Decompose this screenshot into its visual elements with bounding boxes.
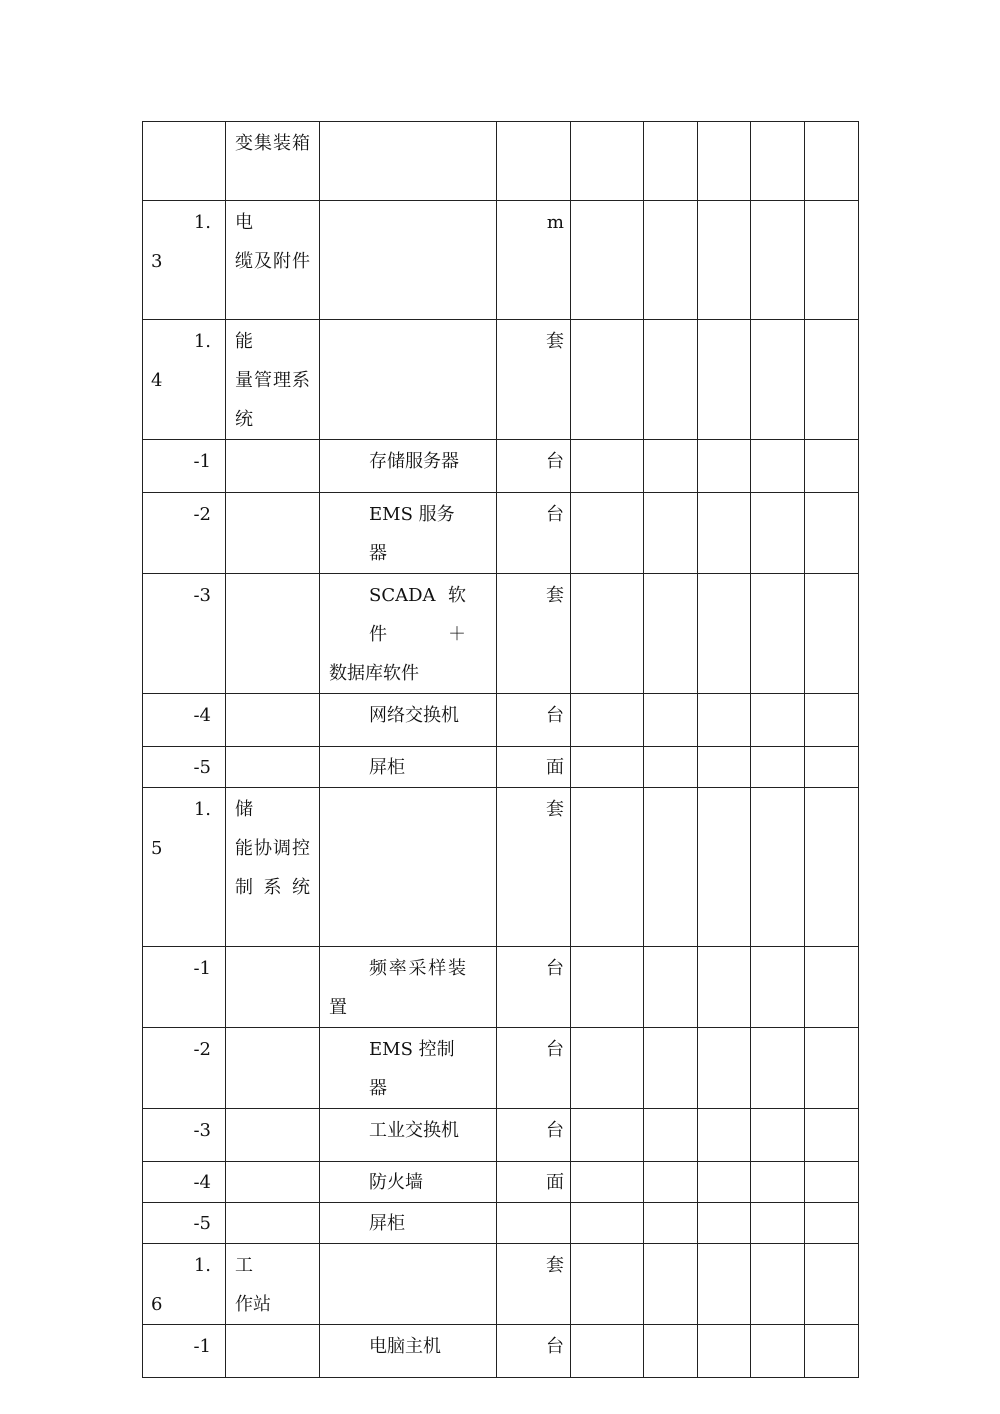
item-name-rest: 能协调控制系统 [235,838,310,898]
empty-cell [698,1028,751,1109]
empty-cell [571,947,644,1028]
empty-cell [644,747,698,788]
spec-text-line2: 置 [329,997,347,1018]
item-number-cell [143,1325,226,1378]
spec-cell [320,1162,497,1203]
item-number-cell [143,1028,226,1109]
spec-cell [320,201,497,320]
empty-cell [698,1203,751,1244]
item-number-cell [143,788,226,947]
item-name-cell [226,320,320,440]
table-row [143,440,859,493]
table-row [143,574,859,694]
empty-cell [571,694,644,747]
empty-cell [644,201,698,320]
table-body [143,122,859,1378]
empty-cell [805,788,859,947]
item-name-cell [226,440,320,493]
item-number-prefix: 1. [193,331,211,352]
empty-cell [805,694,859,747]
spec-text: 电脑主机 [369,1336,441,1357]
empty-cell [805,440,859,493]
table-row [143,947,859,1028]
empty-cell [644,574,698,694]
item-number-prefix: 1. [193,212,211,233]
empty-cell [751,1325,805,1378]
empty-cell [571,747,644,788]
empty-cell [751,574,805,694]
empty-cell [698,574,751,694]
empty-cell [751,788,805,947]
spec-text-line1: 频率采样装 [369,958,466,979]
empty-cell [805,320,859,440]
spec-text: 屏柜 [369,1213,405,1234]
item-number-suffix: 3 [151,251,163,272]
empty-cell [698,1162,751,1203]
empty-cell [644,320,698,440]
spec-text-line2: 数据库软件 [329,663,419,684]
table-row [143,1244,859,1325]
empty-cell [571,1203,644,1244]
unit-cell [497,122,571,201]
spec-cell [320,440,497,493]
spec-text: 防火墙 [369,1172,423,1193]
empty-cell [751,1109,805,1162]
table-row [143,1325,859,1378]
empty-cell [751,122,805,201]
empty-cell [751,493,805,574]
unit-cell: 台 [497,1325,571,1378]
item-name-cell [226,1325,320,1378]
table-row [143,493,859,574]
unit-cell: 台 [497,1028,571,1109]
sub-item-number: -1 [193,451,211,472]
item-name-rest: 量管理系统 [235,370,310,430]
spec-cell [320,1028,497,1109]
spec-cell [320,1325,497,1378]
empty-cell [805,1109,859,1162]
table-row [143,788,859,947]
empty-cell [698,1325,751,1378]
item-name-cell [226,694,320,747]
empty-cell [571,1162,644,1203]
unit-cell: 台 [497,1109,571,1162]
empty-cell [751,201,805,320]
item-number-suffix: 5 [151,838,163,859]
spec-cell [320,747,497,788]
table-row [143,1028,859,1109]
item-name-cell [226,947,320,1028]
spec-cell [320,320,497,440]
item-number-cell [143,1244,226,1325]
empty-cell [805,493,859,574]
sub-item-number: -2 [193,504,211,525]
empty-cell [644,1325,698,1378]
empty-cell [805,747,859,788]
empty-cell [751,1028,805,1109]
unit-cell: 套 [497,1244,571,1325]
sub-item-number: -3 [193,1120,211,1141]
empty-cell [698,201,751,320]
empty-cell [751,1203,805,1244]
empty-cell [698,493,751,574]
item-number-prefix: 1. [193,799,211,820]
empty-cell [644,1203,698,1244]
empty-cell [698,320,751,440]
item-name-cell [226,1244,320,1325]
item-name-rest: 缆及附件 [235,251,310,272]
empty-cell [571,1325,644,1378]
spec-cell [320,1244,497,1325]
unit-cell: 套 [497,574,571,694]
table-row [143,1109,859,1162]
empty-cell [751,947,805,1028]
item-number-cell [143,694,226,747]
unit-cell: 台 [497,493,571,574]
item-number-cell [143,320,226,440]
item-number-cell [143,440,226,493]
item-name-cell [226,201,320,320]
spec-cell [320,947,497,1028]
empty-cell [644,1244,698,1325]
spec-text: 网络交换机 [369,705,459,726]
unit-cell: 套 [497,788,571,947]
empty-cell [751,440,805,493]
empty-cell [571,440,644,493]
spec-text: EMS 控制器 [369,1039,455,1099]
sub-item-number: -4 [193,705,211,726]
spec-text: 工业交换机 [369,1120,459,1141]
empty-cell [698,694,751,747]
empty-cell [698,440,751,493]
item-name-first: 储 [235,799,253,820]
empty-cell [571,122,644,201]
empty-cell [805,947,859,1028]
spec-cell [320,574,497,694]
sub-item-number: -5 [193,1213,211,1234]
table-row [143,320,859,440]
empty-cell [571,788,644,947]
unit-cell: 台 [497,947,571,1028]
empty-cell [751,694,805,747]
table-row [143,1203,859,1244]
sub-item-number: -1 [193,958,211,979]
spec-text: 屏柜 [369,757,405,778]
empty-cell [805,1203,859,1244]
empty-cell [698,122,751,201]
empty-cell [571,1028,644,1109]
item-name-first: 电 [235,212,253,233]
item-name-cell [226,747,320,788]
spec-cell [320,788,497,947]
empty-cell [698,947,751,1028]
spec-cell [320,1203,497,1244]
empty-cell [805,201,859,320]
empty-cell [805,122,859,201]
unit-cell [497,1203,571,1244]
table-row [143,1162,859,1203]
item-name-cell [226,788,320,947]
empty-cell [571,574,644,694]
empty-cell [805,1162,859,1203]
unit-cell: m [497,201,571,320]
item-number-suffix: 4 [151,370,163,391]
item-name-first: 能 [235,331,253,352]
empty-cell [698,788,751,947]
item-name-cell [226,574,320,694]
unit-cell: 台 [497,694,571,747]
spec-cell [320,694,497,747]
item-name-cell [226,122,320,201]
spec-cell [320,122,497,201]
item-number-suffix: 6 [151,1294,163,1315]
item-number-cell [143,1203,226,1244]
unit-cell: 面 [497,1162,571,1203]
empty-cell [571,1244,644,1325]
item-name-first: 工 [235,1255,253,1276]
table-row [143,747,859,788]
spec-cell [320,1109,497,1162]
unit-cell: 台 [497,440,571,493]
empty-cell [571,493,644,574]
item-number-cell [143,122,226,201]
empty-cell [751,1244,805,1325]
item-name-cell [226,1203,320,1244]
table-row [143,694,859,747]
empty-cell [644,947,698,1028]
item-number-cell [143,493,226,574]
unit-cell: 面 [497,747,571,788]
empty-cell [805,1325,859,1378]
sub-item-number: -2 [193,1039,211,1060]
spec-text: EMS 服务器 [369,504,455,564]
empty-cell [751,320,805,440]
empty-cell [571,1109,644,1162]
sub-item-number: -5 [193,757,211,778]
spec-cell [320,493,497,574]
item-number-cell [143,574,226,694]
item-name-cell [226,1109,320,1162]
empty-cell [644,493,698,574]
empty-cell [751,1162,805,1203]
item-number-cell [143,947,226,1028]
table-row [143,201,859,320]
sub-item-number: -3 [193,585,211,606]
spec-text-line1: SCADA 软件＋ [369,585,466,645]
equipment-table [142,121,859,1378]
empty-cell [805,1244,859,1325]
empty-cell [644,788,698,947]
empty-cell [805,574,859,694]
empty-cell [698,1109,751,1162]
empty-cell [644,1162,698,1203]
empty-cell [698,1244,751,1325]
empty-cell [644,440,698,493]
item-name-rest: 作站 [235,1294,271,1315]
item-number-cell [143,201,226,320]
item-number-cell [143,1162,226,1203]
empty-cell [805,1028,859,1109]
spec-text: 存储服务器 [369,451,459,472]
item-name-cell [226,493,320,574]
empty-cell [571,201,644,320]
sub-item-number: -4 [193,1172,211,1193]
table-row [143,122,859,201]
item-name-cell [226,1162,320,1203]
item-number-cell [143,747,226,788]
empty-cell [644,122,698,201]
empty-cell [644,1109,698,1162]
empty-cell [751,747,805,788]
empty-cell [644,1028,698,1109]
item-name: 变集装箱 [235,133,310,154]
item-name-cell [226,1028,320,1109]
unit-cell: 套 [497,320,571,440]
item-number-prefix: 1. [193,1255,211,1276]
empty-cell [644,694,698,747]
item-number-cell [143,1109,226,1162]
empty-cell [571,320,644,440]
sub-item-number: -1 [193,1336,211,1357]
empty-cell [698,747,751,788]
